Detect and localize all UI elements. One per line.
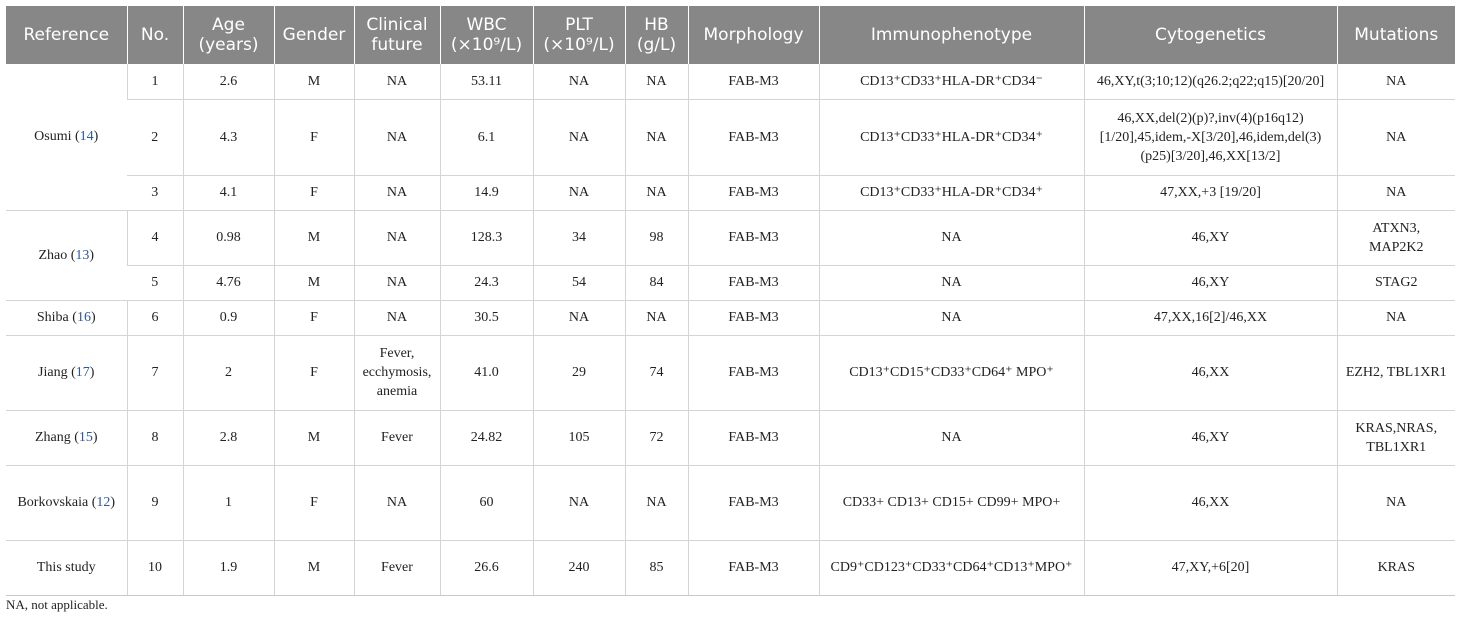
wbc-cell: 53.11 (440, 64, 533, 99)
clinical-cell: NA (354, 99, 440, 175)
table-row (6, 210, 1455, 265)
cyto-cell: 46,XY,t(3;10;12)(q26.2;q22;q15)[20/20] (1084, 64, 1337, 99)
column-header-label: HB (644, 15, 669, 35)
column-header (6, 6, 127, 64)
wbc-cell: 41.0 (440, 335, 533, 410)
no-cell: 1 (127, 64, 183, 99)
wbc-cell: 128.3 (440, 210, 533, 265)
immuno-cell: NA (819, 265, 1084, 300)
column-header (1337, 6, 1455, 64)
column-header (440, 6, 533, 64)
morphology-cell: FAB-M3 (688, 265, 819, 300)
reference-author: Zhang (34, 430, 71, 445)
column-header-label: Morphology (703, 25, 804, 45)
reference-cell: Zhang (15) (6, 410, 127, 465)
mutations-cell: NA (1337, 300, 1455, 335)
plt-cell: NA (533, 465, 625, 540)
hb-cell: NA (625, 64, 688, 99)
cyto-cell: 46,XY (1084, 210, 1337, 265)
no-cell: 2 (127, 99, 183, 175)
mutations-cell: KRAS (1337, 540, 1455, 595)
mutations-cell: KRAS,NRAS, TBL1XR1 (1337, 410, 1455, 465)
hb-cell: NA (625, 175, 688, 210)
column-header-unit: (years) (198, 35, 259, 55)
clinical-cell: NA (354, 465, 440, 540)
no-cell: 3 (127, 175, 183, 210)
morphology-cell: FAB-M3 (688, 210, 819, 265)
wbc-cell: 6.1 (440, 99, 533, 175)
reference-cell: Jiang (17) (6, 335, 127, 410)
column-header (127, 6, 183, 64)
table-row (6, 300, 1455, 335)
age-cell: 0.98 (183, 210, 274, 265)
citation-link[interactable]: 17 (75, 365, 90, 380)
plt-cell: 54 (533, 265, 625, 300)
table-body (6, 64, 1455, 595)
column-header-label: Age (212, 15, 245, 35)
reference-cell: Borkovskaia (12) (6, 465, 127, 540)
gender-cell: M (274, 64, 354, 99)
wbc-cell: 24.82 (440, 410, 533, 465)
table-row (6, 465, 1455, 540)
plt-cell: 105 (533, 410, 625, 465)
citation-link[interactable]: 15 (78, 430, 93, 445)
column-header-unit: future (371, 35, 423, 55)
hb-cell: 84 (625, 265, 688, 300)
wbc-cell: 60 (440, 465, 533, 540)
reference-cell: Osumi (14) (6, 64, 127, 210)
mutations-cell: ATXN3, MAP2K2 (1337, 210, 1455, 265)
cyto-cell: 47,XX,16[2]/46,XX (1084, 300, 1337, 335)
gender-cell: M (274, 210, 354, 265)
cyto-cell: 47,XX,+3 [19/20] (1084, 175, 1337, 210)
column-header (183, 6, 274, 64)
reference-author: This study (36, 560, 96, 575)
no-cell: 7 (127, 335, 183, 410)
age-cell: 4.1 (183, 175, 274, 210)
plt-cell: NA (533, 99, 625, 175)
wbc-cell: 14.9 (440, 175, 533, 210)
column-header (533, 6, 625, 64)
citation-link[interactable]: 13 (75, 247, 90, 263)
clinical-cell: NA (354, 210, 440, 265)
hb-cell: 85 (625, 540, 688, 595)
morphology-cell: FAB-M3 (688, 410, 819, 465)
reference-author: Osumi (34, 129, 72, 145)
reference-cell (6, 540, 127, 595)
gender-cell: F (274, 465, 354, 540)
plt-cell: 34 (533, 210, 625, 265)
gender-cell: F (274, 300, 354, 335)
plt-cell: 240 (533, 540, 625, 595)
gender-cell: F (274, 335, 354, 410)
cyto-cell: 47,XY,+6[20] (1084, 540, 1337, 595)
no-cell: 8 (127, 410, 183, 465)
column-header-label: Clinical (366, 15, 428, 35)
morphology-cell: FAB-M3 (688, 64, 819, 99)
column-header-label: Immunophenotype (870, 25, 1033, 45)
no-cell: 10 (127, 540, 183, 595)
table-row (6, 64, 1455, 99)
reference-author: Jiang (38, 365, 68, 380)
gender-cell: M (274, 265, 354, 300)
clinical-cell: NA (354, 175, 440, 210)
clinical-cell: Fever (354, 540, 440, 595)
clinical-cell: Fever (354, 410, 440, 465)
reference-author: Borkovskaia (17, 495, 89, 510)
immuno-cell: CD13⁺CD33⁺HLA-DR⁺CD34⁺ (819, 99, 1084, 175)
hb-cell: 98 (625, 210, 688, 265)
hb-cell: NA (625, 300, 688, 335)
no-cell: 9 (127, 465, 183, 540)
immuno-cell: CD13⁺CD15⁺CD33⁺CD64⁺ MPO⁺ (819, 335, 1084, 410)
table-container (6, 6, 1455, 596)
clinical-cell: Fever, ecchymosis, anemia (354, 335, 440, 410)
column-header-label: Gender (282, 25, 346, 45)
case-comparison-table (6, 6, 1455, 596)
table-row (6, 540, 1455, 595)
immuno-cell: CD33+ CD13+ CD15+ CD99+ MPO+ (819, 465, 1084, 540)
column-header (354, 6, 440, 64)
morphology-cell: FAB-M3 (688, 540, 819, 595)
table-row (6, 265, 1455, 300)
immuno-cell: NA (819, 210, 1084, 265)
cyto-cell: 46,XY (1084, 410, 1337, 465)
gender-cell: F (274, 175, 354, 210)
reference-author: Zhao (38, 247, 68, 263)
cyto-cell: 46,XX (1084, 465, 1337, 540)
immuno-cell: NA (819, 300, 1084, 335)
age-cell: 0.9 (183, 300, 274, 335)
immuno-cell: NA (819, 410, 1084, 465)
morphology-cell: FAB-M3 (688, 99, 819, 175)
gender-cell: M (274, 540, 354, 595)
table-header (6, 6, 1455, 64)
age-cell: 4.76 (183, 265, 274, 300)
mutations-cell: NA (1337, 175, 1455, 210)
column-header (625, 6, 688, 64)
plt-cell: NA (533, 300, 625, 335)
wbc-cell: 26.6 (440, 540, 533, 595)
no-cell: 4 (127, 210, 183, 265)
plt-cell: NA (533, 64, 625, 99)
table-row (6, 335, 1455, 410)
column-header-label: No. (140, 25, 170, 45)
column-header (819, 6, 1084, 64)
column-header (688, 6, 819, 64)
cyto-cell: 46,XY (1084, 265, 1337, 300)
cyto-cell: 46,XX (1084, 335, 1337, 410)
clinical-cell: NA (354, 300, 440, 335)
column-header-label: WBC (466, 15, 507, 35)
age-cell: 2.8 (183, 410, 274, 465)
column-header (1084, 6, 1337, 64)
mutations-cell: NA (1337, 64, 1455, 99)
age-cell: 4.3 (183, 99, 274, 175)
reference-cell: Zhao (13) (6, 210, 127, 300)
reference-author: Shiba (36, 310, 69, 325)
no-cell: 6 (127, 300, 183, 335)
mutations-cell: EZH2, TBL1XR1 (1337, 335, 1455, 410)
immuno-cell: CD13⁺CD33⁺HLA-DR⁺CD34⁻ (819, 64, 1084, 99)
gender-cell: M (274, 410, 354, 465)
header-row (6, 6, 1455, 64)
column-header-unit: (×10⁹/L) (543, 35, 615, 55)
mutations-cell: NA (1337, 465, 1455, 540)
clinical-cell: NA (354, 265, 440, 300)
table-row (6, 175, 1455, 210)
plt-cell: NA (533, 175, 625, 210)
gender-cell: F (274, 99, 354, 175)
morphology-cell: FAB-M3 (688, 335, 819, 410)
age-cell: 2 (183, 335, 274, 410)
hb-cell: NA (625, 99, 688, 175)
column-header-label: PLT (565, 15, 593, 35)
mutations-cell: NA (1337, 99, 1455, 175)
table-footnote: NA, not applicable. (6, 597, 108, 612)
morphology-cell: FAB-M3 (688, 175, 819, 210)
age-cell: 2.6 (183, 64, 274, 99)
citation-link[interactable]: 14 (79, 129, 94, 145)
mutations-cell: STAG2 (1337, 265, 1455, 300)
table-row (6, 99, 1455, 175)
clinical-cell: NA (354, 64, 440, 99)
wbc-cell: 24.3 (440, 265, 533, 300)
morphology-cell: FAB-M3 (688, 465, 819, 540)
column-header-unit: (g/L) (636, 35, 677, 55)
citation-link[interactable]: 16 (76, 310, 91, 325)
morphology-cell: FAB-M3 (688, 300, 819, 335)
hb-cell: NA (625, 465, 688, 540)
column-header-label: Mutations (1354, 25, 1439, 45)
plt-cell: 29 (533, 335, 625, 410)
age-cell: 1.9 (183, 540, 274, 595)
column-header-label: Reference (23, 25, 110, 45)
column-header-unit: (×10⁹/L) (450, 35, 523, 55)
wbc-cell: 30.5 (440, 300, 533, 335)
immuno-cell: CD9⁺CD123⁺CD33⁺CD64⁺CD13⁺MPO⁺ (819, 540, 1084, 595)
immuno-cell: CD13⁺CD33⁺HLA-DR⁺CD34⁺ (819, 175, 1084, 210)
no-cell: 5 (127, 265, 183, 300)
column-header (274, 6, 354, 64)
citation-link[interactable]: 12 (96, 495, 111, 510)
table-row (6, 410, 1455, 465)
reference-cell: Shiba (16) (6, 300, 127, 335)
age-cell: 1 (183, 465, 274, 540)
column-header-label: Cytogenetics (1154, 25, 1267, 45)
hb-cell: 74 (625, 335, 688, 410)
cyto-cell: 46,XX,del(2)(p)?,inv(4)(p16q12)[1/20],45,idem,-X[3/20],46,idem,del(3)(p25)[3/20],46,XX[13/2] (1084, 99, 1337, 175)
hb-cell: 72 (625, 410, 688, 465)
